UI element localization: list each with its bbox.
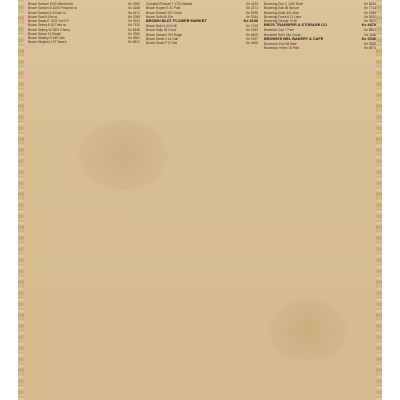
listing-name: Brownson Earl 68 Dale [264, 41, 297, 46]
listing-phone: Ke 7714 [364, 6, 376, 11]
listing-name: Brown Sarah J 14 Oak [146, 36, 179, 41]
listing-phone: Ke 2008 [128, 14, 140, 19]
listing-phone: Ke 2263 [246, 28, 258, 33]
directory-column-3 [264, 2, 376, 398]
listing-entry [146, 41, 258, 45]
listing-phone: Ke 6610 [246, 32, 258, 37]
listing-phone: Ke 4123 [246, 2, 258, 6]
listing-phone: Ke 1166 [364, 32, 376, 37]
listing-name: Browning Frank A 11 Lake [264, 14, 301, 19]
listing-phone: Ke 5532 [364, 14, 376, 19]
listing-name: Brownlee Carl 7 Pine [264, 28, 294, 33]
business-phone: Ke 2040 [361, 36, 376, 41]
listing-phone: Ke 6671 [364, 46, 376, 50]
business-phone: Ke 4470 [361, 23, 376, 28]
listing-entry [264, 46, 376, 50]
listing-phone: Ke 5546 [128, 27, 140, 32]
listing-name: Browning Earl 55 Spruce [264, 6, 300, 11]
page-edge-right [376, 0, 382, 400]
listing-phone: Ke 6033 [364, 2, 376, 6]
listing-phone: Ke 8437 [128, 40, 140, 45]
listing-phone: Ke 8821 [364, 28, 376, 33]
listing-name: Brownlee Ruth 440 Cedar [264, 32, 301, 37]
directory-page [18, 0, 382, 400]
listing-name: Brown Stephen J 97 Beach [28, 40, 67, 45]
listing-name: Brown Samuel B 1000 Prospect av [28, 6, 78, 11]
listing-phone: Ke 6172 [128, 10, 140, 15]
listing-name: Brown Sarah E 1322 1st N E [28, 19, 69, 23]
listing-name: Brown Sidney W 3807 Cherry [28, 27, 70, 32]
listing-phone: Ke 3360 [128, 31, 140, 36]
listing-phone: Ke 3389 [364, 41, 376, 46]
listing-phone: Ke 3185 [128, 6, 140, 11]
business-name: BROWN BLDT FLOWER MARKET [146, 19, 207, 23]
listing-name: Brown Simon 12 Maple [28, 31, 61, 36]
listing-name: Browning Don C 1402 Birch [264, 2, 304, 6]
listing-name: Brown Ruth 66 Elm [146, 14, 174, 19]
business-phone: Ke 8190 [243, 19, 258, 23]
listing-name: Brown Stanley R 440 Oak [28, 36, 65, 40]
listing-name: Campbell Russell T 1703 Walnut [146, 2, 193, 6]
listing-name: Brown Samuel E 8 Dale rd [28, 10, 66, 15]
listing-phone: Ke 9811 [128, 19, 140, 23]
listing-phone: Ke 4456 [246, 41, 258, 45]
listing-phone: Ke 7120 [128, 23, 140, 28]
listing-phone: Ke 6901 [128, 36, 140, 40]
listing-name: Brown Sara 5 Elm st [28, 14, 58, 19]
listing-phone: Ke 2271 [246, 6, 258, 11]
listing-phone: Ke 7015 [246, 24, 258, 28]
listing-phone: Ke 3907 [364, 19, 376, 23]
business-name: BROS TRANSFER & STORAGE CO [264, 23, 328, 28]
listing-phone: Ke 5098 [246, 10, 258, 15]
listing-name: Brown Ruth A 410 Hill [146, 24, 177, 28]
page-edge-left [18, 0, 24, 400]
listing-name: Brown Sally 35 Court [146, 28, 176, 33]
listing-name: Browning George 9 Hill [264, 19, 297, 23]
listing-name: Brown Selma A 18 Third av [28, 23, 67, 28]
listing-entry [28, 40, 140, 44]
listing-phone: Ke 3344 [246, 14, 258, 19]
listing-name: Brown Samuel 720 Ridge [146, 32, 183, 37]
listing-name: Brownson Helen 15 Park [264, 46, 300, 50]
listing-name: Browning Edith 321 Main [264, 10, 300, 15]
listing-name: Brown Samuel 1940 Wentworth [28, 2, 73, 6]
listing-phone: Ke 2089 [364, 10, 376, 15]
listing-phone: Ke 4952 [128, 2, 140, 6]
directory-column-2 [146, 2, 258, 398]
listing-name: Brown Rupert E 31 Park [146, 6, 181, 11]
listing-name: Brown Russell 102 Grove [146, 10, 183, 15]
listing-phone: Ke 1907 [246, 36, 258, 41]
directory-column-1 [28, 2, 140, 398]
business-name: BROWN'S MEL BAKERY & CAFE [264, 36, 324, 41]
listing-name: Brown Stuart P 8 Vine [146, 41, 178, 45]
